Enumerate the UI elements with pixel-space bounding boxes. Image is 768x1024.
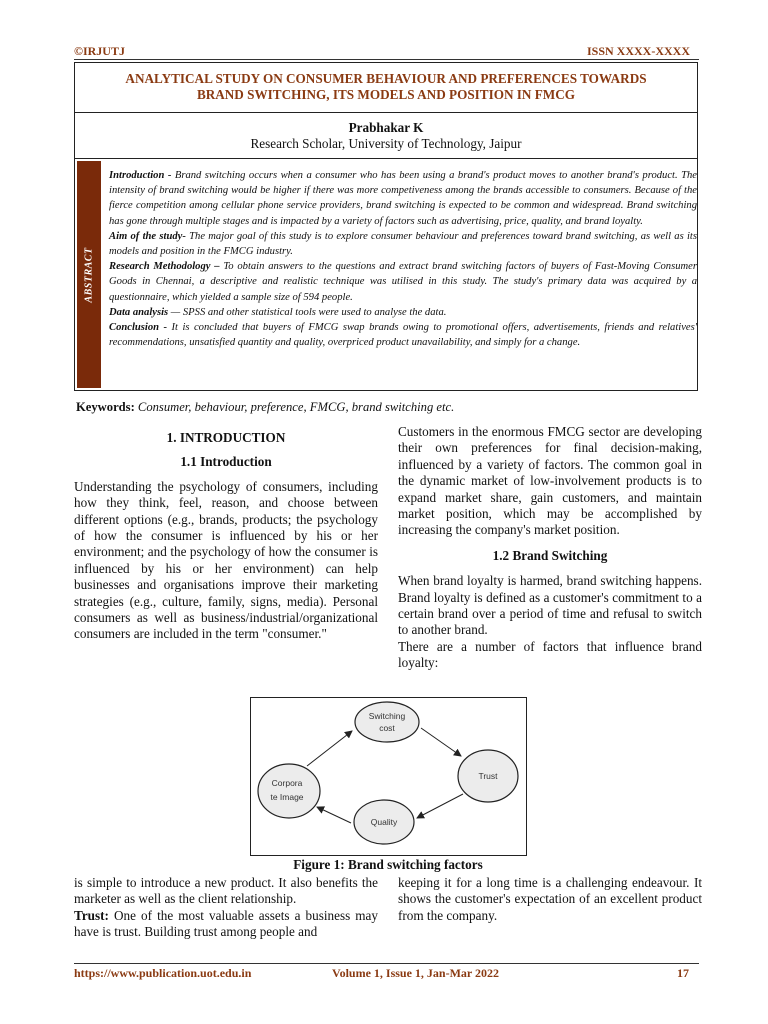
footer-volume: Volume 1, Issue 1, Jan-Mar 2022 [332,966,500,980]
section-heading-introduction: 1. INTRODUCTION [166,430,286,445]
abstract-intro [109,168,697,229]
bottom-left-column [74,875,378,941]
abstract-text [109,168,697,350]
trust-paragraph [74,908,378,941]
journal-name: ©IRJUTJ [74,44,125,58]
brand-switching-diagram [251,698,526,855]
arrow-switching-to-trust [421,728,461,756]
abstract-label: ABSTRACT [83,246,95,303]
abstract-conclusion-text: It is concluded that buyers of FMCG swap brands owing to promotional offers, advertisements, friends and relatives' recommendations, unsatisfied quantity and quality, overpriced product unavailability, and simply for a change. [109,322,697,349]
figure-brand-switching [250,697,527,856]
node-switching-cost [355,702,419,742]
bottom-left-paragraph: is simple to introduce a new product. It also benefits the marketer as well as the client relationship. [74,875,378,907]
brand-switching-paragraph: When brand loyalty is harmed, brand switching happens. Brand loyalty is defined as a customer's commitment to a certain brand over a period of time and refusal to switch to another brand. [398,573,702,638]
footer-url[interactable]: https://www.publication.uot.edu.in [74,966,252,980]
author-affiliation: Research Scholar, University of Technology, Jaipur [250,136,522,151]
paper-title-line1: ANALYTICAL STUDY ON CONSUMER BEHAVIOUR AND PREFERENCES TOWARDS [125,71,647,86]
abstract-data [109,305,697,320]
abstract-data-head: Data analysis [109,306,169,318]
node-corporate-image-label-2: te Image [270,792,304,802]
abstract-intro-text: Brand switching occurs when a consumer who has been using a brand's product moves to another brand's product. The intensity of brand switching would be higher if there was more competiveness among the brands accessible to consumers. Because of the fierce competition among cellular phone service providers, brand switching is expected to be common and widespread. Brand switching has gone through multiple stages and is impacted by a variety of factors such as advertising, price, quality, and brand loyalty. [109,170,698,227]
abstract-aim-text: The major goal of this study is to explore consumer behaviour and preferences toward brand switching, as well as its models and position in the FMCG industry. [109,230,697,258]
keywords-label: Keywords: [76,400,135,414]
author-box [74,112,698,158]
figure-caption: Figure 1: Brand switching factors [293,857,483,872]
abstract-sidebar [77,161,101,388]
abstract-conclusion [109,320,697,350]
page-number: 17 [677,966,689,980]
node-trust-label: Trust [478,771,498,781]
abstract-method-text: To obtain answers to the questions and extract brand switching factors of buyers of Fast-Moving Consumer Goods in Chennai, a descriptive and realistic technique was utilised in this study. The study's primary data was acquired by a questionnaire, which yielded a sample size of 594 people. [109,261,697,303]
node-corporate-image [258,764,320,818]
keywords-text: Consumer, behaviour, preference, FMCG, brand switching etc. [137,400,455,414]
node-corporate-image-label-1: Corpora [271,778,303,788]
trust-text: One of the most valuable assets a business may have is trust. Building trust among people and [74,907,378,940]
header-rule [74,59,699,60]
paper-title-box [74,62,698,112]
subsection-heading-1-2: 1.2 Brand Switching [492,547,608,563]
arrow-corporate-to-switching [307,731,352,766]
node-switching-cost-label-1: Switching [368,711,406,721]
footer-rule [74,963,699,964]
node-quality-label: Quality [370,817,398,827]
subsection-heading-1-1: 1.1 Introduction [180,454,272,470]
abstract-aim [109,229,697,259]
paper-title-line2: BRAND SWITCHING, ITS MODELS AND POSITION IN FMCG [196,87,576,102]
abstract-intro-head: Introduction - [109,170,175,181]
abstract-box [74,158,698,391]
issn: ISSN XXXX-XXXX [586,44,690,58]
arrow-trust-to-quality [417,794,463,818]
bottom-right-paragraph: keeping it for a long time is a challenging endeavour. It shows the customer's expectation of an excellent product from the company. [398,875,702,923]
factors-intro-paragraph: There are a number of factors that influence brand loyalty: [398,638,702,671]
fmcg-paragraph: Customers in the enormous FMCG sector are developing their own preferences for final decision-making, influenced by a variety of factors. The common goal in the dynamic market of low-involvement products is to expand market share, gain customers, and maintain market position, which may be accomplished by increasing the company's market position. [398,424,702,538]
keywords [76,400,454,415]
left-column [74,430,378,643]
abstract-data-text: — SPSS and other statistical tools were used to analyse the data. [168,306,447,318]
abstract-method-head: Research Methodology – [109,261,224,273]
abstract-method [109,259,697,305]
right-column [398,424,702,672]
abstract-aim-head: Aim of the study- [109,230,190,242]
node-switching-cost-label-2: cost [379,723,395,733]
author-name: Prabhakar K [348,120,424,135]
bottom-right-column [398,875,702,924]
trust-head: Trust: [74,907,109,923]
arrow-quality-to-corporate [317,807,351,823]
abstract-conclusion-head: Conclusion - [109,322,172,334]
intro-paragraph: Understanding the psychology of consumers, including how they think, feel, reason, and choose between different options (e.g., brands, products; the psychology of how the consumer is influenced by his or her environment; and the psychology of how the consumer is influenced by his or her environment) can help businesses and organisations improve their marketing strategies (e.g., culture, family, signs, media). Personal consumers as well as business/industrial/organizational consumers are included in the term "consumer." [74,478,378,642]
